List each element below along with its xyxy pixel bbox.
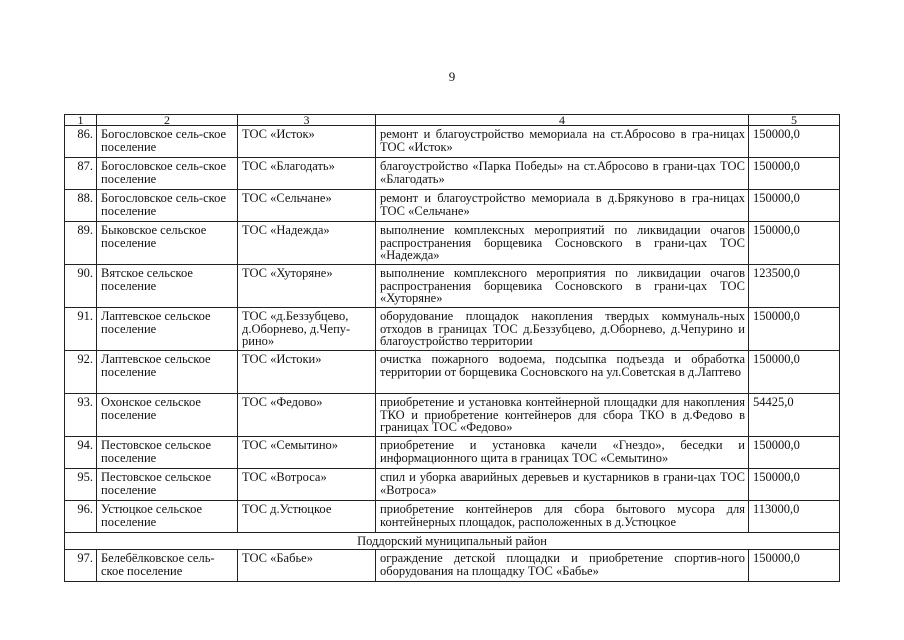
table-row xyxy=(65,550,840,582)
amount-cell: 113000,0 xyxy=(749,501,840,533)
row-number: 93. xyxy=(65,394,97,437)
table-row xyxy=(65,351,840,394)
header-cell-5: 5 xyxy=(749,115,840,126)
tos-cell: ТОС «Надежда» xyxy=(238,222,376,265)
amount-cell: 123500,0 xyxy=(749,265,840,308)
amount-cell: 150000,0 xyxy=(749,222,840,265)
tos-cell: ТОС «Благодать» xyxy=(238,158,376,190)
settlement-cell: Пестовское сельское поселение xyxy=(97,469,238,501)
amount-cell: 150000,0 xyxy=(749,437,840,469)
amount-cell: 150000,0 xyxy=(749,469,840,501)
activity-cell: выполнение комплексного мероприятия по ликвидации очагов распространения борщевика Сосновского в грани-цах ТОС «Хуторяне» xyxy=(376,265,749,308)
amount-cell: 150000,0 xyxy=(749,190,840,222)
table-row xyxy=(65,469,840,501)
row-number: 87. xyxy=(65,158,97,190)
row-number: 89. xyxy=(65,222,97,265)
row-number: 97. xyxy=(65,550,97,582)
table-row xyxy=(65,437,840,469)
tos-cell: ТОС «Сельчане» xyxy=(238,190,376,222)
amount-cell: 150000,0 xyxy=(749,126,840,158)
tos-cell: ТОС «Хуторяне» xyxy=(238,265,376,308)
activity-cell: приобретение и установка контейнерной площадки для накопления ТКО и приобретение контейнеров для сбора ТКО в д.Федово в границах ТОС «Федово» xyxy=(376,394,749,437)
settlement-cell: Белебёлковское сель-ское поселение xyxy=(97,550,238,582)
settlement-cell: Лаптевское сельское поселение xyxy=(97,308,238,351)
table-row xyxy=(65,394,840,437)
amount-cell: 150000,0 xyxy=(749,550,840,582)
table-row xyxy=(65,222,840,265)
grants-table xyxy=(64,114,840,582)
header-cell-1: 1 xyxy=(65,115,97,126)
section-row xyxy=(65,533,840,550)
table-row xyxy=(65,190,840,222)
table-row xyxy=(65,126,840,158)
settlement-cell: Устюцкое сельское поселение xyxy=(97,501,238,533)
activity-cell: ремонт и благоустройство мемориала на ст.Абросово в гра-ницах ТОС «Исток» xyxy=(376,126,749,158)
page-number: 9 xyxy=(448,69,456,84)
settlement-cell: Вятское сельское поселение xyxy=(97,265,238,308)
activity-cell: приобретение и установка качели «Гнездо», беседки и информационного щита в границах ТОС «Семытино» xyxy=(376,437,749,469)
row-number: 90. xyxy=(65,265,97,308)
header-cell-2: 2 xyxy=(97,115,238,126)
settlement-cell: Богословское сель-ское поселение xyxy=(97,190,238,222)
row-number: 86. xyxy=(65,126,97,158)
settlement-cell: Быковское сельское поселение xyxy=(97,222,238,265)
tos-cell: ТОС «Семытино» xyxy=(238,437,376,469)
table-row xyxy=(65,265,840,308)
section-title: Поддорский муниципальный район xyxy=(65,533,840,550)
activity-cell: выполнение комплексных мероприятий по ликвидации очагов распространения борщевика Сосновского в грани-цах ТОС «Надежда» xyxy=(376,222,749,265)
row-number: 91. xyxy=(65,308,97,351)
row-number: 96. xyxy=(65,501,97,533)
settlement-cell: Богословское сель-ское поселение xyxy=(97,126,238,158)
table-row xyxy=(65,308,840,351)
amount-cell: 54425,0 xyxy=(749,394,840,437)
settlement-cell: Охонское сельское поселение xyxy=(97,394,238,437)
tos-cell: ТОС «Федово» xyxy=(238,394,376,437)
activity-cell: благоустройство «Парка Победы» на ст.Абросово в грани-цах ТОС «Благодать» xyxy=(376,158,749,190)
tos-cell: ТОС «Истоки» xyxy=(238,351,376,394)
table-row xyxy=(65,158,840,190)
settlement-cell: Богословское сель-ское поселение xyxy=(97,158,238,190)
activity-cell: ремонт и благоустройство мемориала в д.Брякуново в гра-ницах ТОС «Сельчане» xyxy=(376,190,749,222)
activity-cell: оборудование площадок накопления твердых коммуналь-ных отходов в границах ТОС д.Беззубцево, д.Оборнево, д.Чепурино и благоустройство территории xyxy=(376,308,749,351)
row-number: 94. xyxy=(65,437,97,469)
amount-cell: 150000,0 xyxy=(749,351,840,394)
activity-cell: приобретение контейнеров для сбора бытового мусора для контейнерных площадок, расположенных в д.Устюцкое xyxy=(376,501,749,533)
tos-cell: ТОС «д.Беззубцево, д.Оборнево, д.Чепу-рино» xyxy=(238,308,376,351)
header-cell-4: 4 xyxy=(376,115,749,126)
tos-cell: ТОС «Вотроса» xyxy=(238,469,376,501)
activity-cell: спил и уборка аварийных деревьев и кустарников в грани-цах ТОС «Вотроса» xyxy=(376,469,749,501)
tos-cell: ТОС д.Устюцкое xyxy=(238,501,376,533)
row-number: 95. xyxy=(65,469,97,501)
row-number: 92. xyxy=(65,351,97,394)
amount-cell: 150000,0 xyxy=(749,308,840,351)
tos-cell: ТОС «Исток» xyxy=(238,126,376,158)
tos-cell: ТОС «Бабье» xyxy=(238,550,376,582)
table-header-row xyxy=(65,115,840,126)
table-row xyxy=(65,501,840,533)
activity-cell: ограждение детской площадки и приобретение спортив-ного оборудования на площадку ТОС «Бабье» xyxy=(376,550,749,582)
row-number: 88. xyxy=(65,190,97,222)
settlement-cell: Пестовское сельское поселение xyxy=(97,437,238,469)
header-cell-3: 3 xyxy=(238,115,376,126)
settlement-cell: Лаптевское сельское поселение xyxy=(97,351,238,394)
amount-cell: 150000,0 xyxy=(749,158,840,190)
activity-cell: очистка пожарного водоема, подсыпка подъезда и обработка территории от борщевика Сосновского на ул.Советская в д.Лаптево xyxy=(376,351,749,394)
